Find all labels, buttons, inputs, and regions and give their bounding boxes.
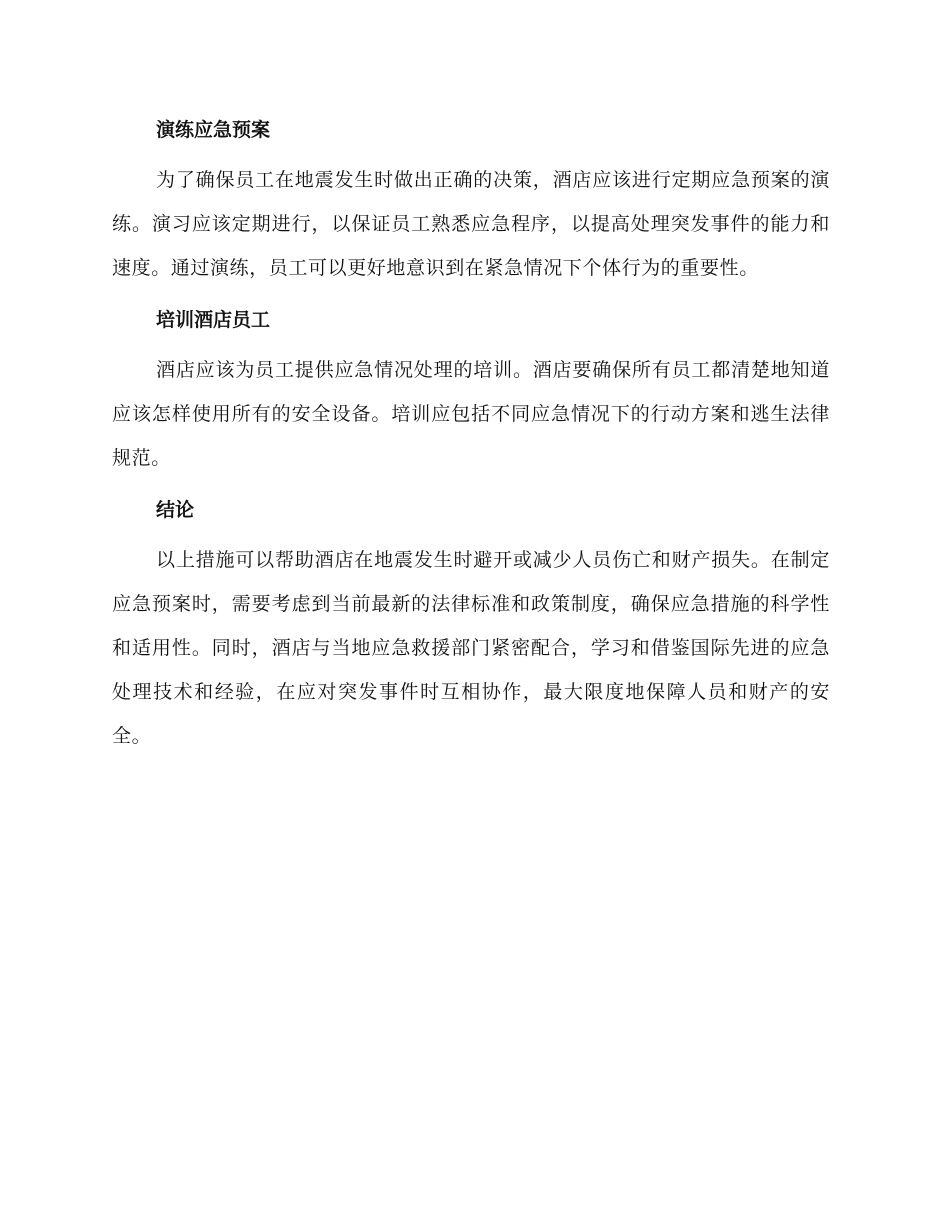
section-paragraph: 酒店应该为员工提供应急情况处理的培训。酒店要确保所有员工都清楚地知道应该怎样使用所有的安全设备。培训应包括不同应急情况下的行动方案和逃生法律规范。	[112, 359, 830, 469]
section-drill	[112, 110, 830, 290]
document-page	[112, 110, 830, 768]
section-heading: 培训酒店员工	[156, 309, 271, 331]
section-paragraph: 为了确保员工在地震发生时做出正确的决策，酒店应该进行定期应急预案的演练。演习应该定期进行，以保证员工熟悉应急程序，以提高处理突发事件的能力和速度。通过演练，员工可以更好地意识到在紧急情况下个体行为的重要性。	[112, 169, 830, 279]
section-heading: 结论	[156, 499, 195, 521]
section-paragraph: 以上措施可以帮助酒店在地震发生时避开或减少人员伤亡和财产损失。在制定应急预案时，需要考虑到当前最新的法律标准和政策制度，确保应急措施的科学性和适用性。同时，酒店与当地应急救援部门紧密配合，学习和借鉴国际先进的应急处理技术和经验，在应对突发事件时互相协作，最大限度地保障人员和财产的安全。	[112, 549, 830, 747]
section-heading: 演练应急预案	[156, 119, 271, 141]
section-conclusion	[112, 490, 830, 758]
section-training	[112, 300, 830, 480]
